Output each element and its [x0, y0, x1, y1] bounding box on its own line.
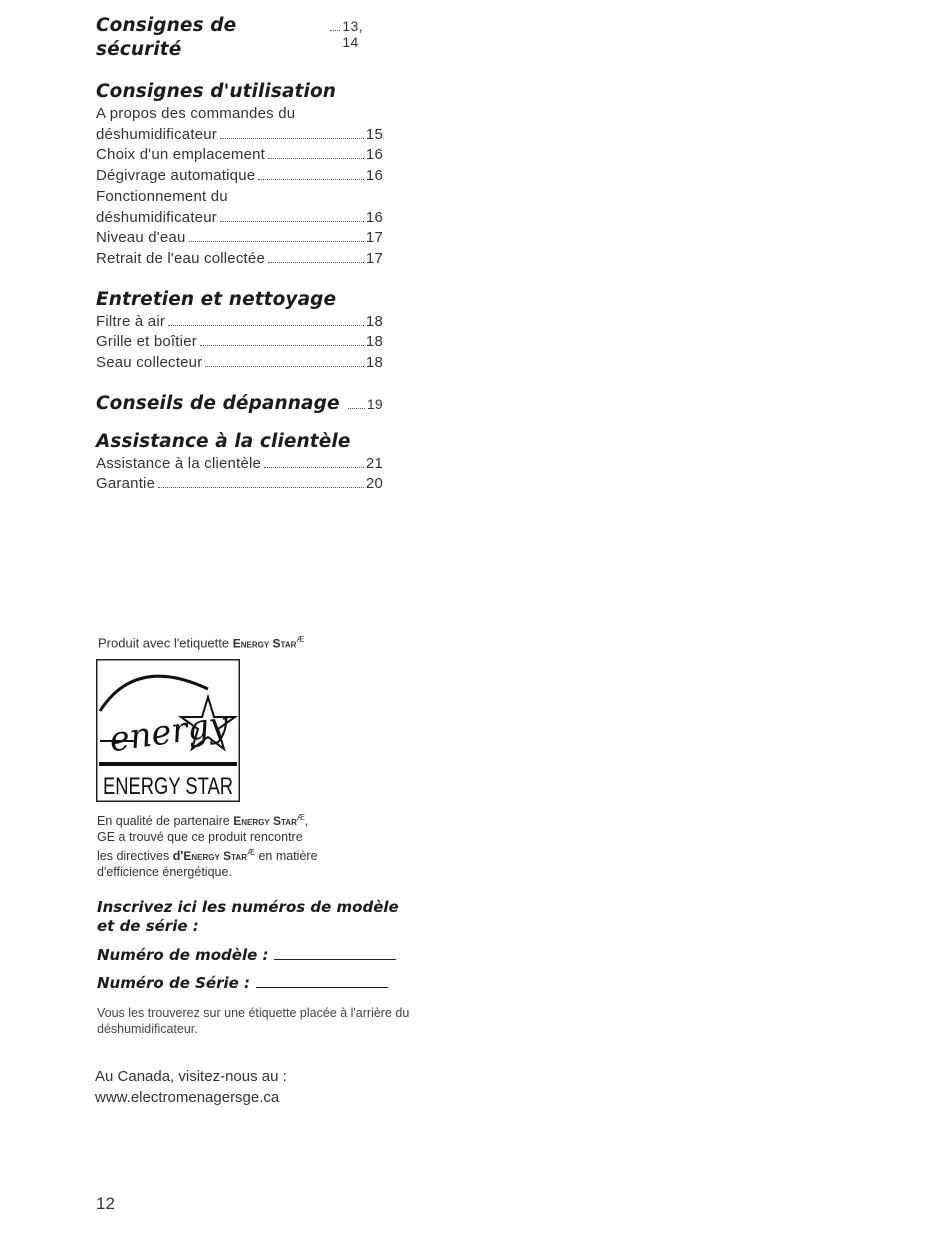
dot-leader — [268, 158, 364, 159]
toc-item-label: Niveau d'eau — [96, 229, 186, 247]
desc-text: les directives — [97, 849, 173, 864]
dot-leader — [258, 179, 364, 180]
energy-star-caption — [98, 635, 304, 650]
label-location-note: Vous les trouverez sur une étiquette placée à l'arrière du déshumidificateur. — [97, 1006, 410, 1036]
page-ref: 19 — [366, 395, 383, 412]
toc-section-operating — [96, 80, 383, 270]
energy-star-description — [97, 810, 397, 880]
serial-number-blank — [256, 986, 388, 988]
section-title-care: Entretien et nettoyage — [96, 288, 337, 310]
toc-entry-troubleshooting[interactable] — [96, 392, 383, 416]
desc-text: GE a trouvé que ce produit rencontre — [97, 830, 303, 845]
page-ref: 18 — [365, 354, 383, 372]
page-ref: 16 — [365, 167, 383, 185]
page-ref: 21 — [365, 454, 383, 472]
dot-leader — [268, 262, 364, 263]
section-title-safety: Consignes de sécurité — [96, 15, 237, 60]
energy-star-logo — [96, 659, 240, 802]
toc-item[interactable] — [96, 454, 383, 475]
toc-section-support — [96, 430, 383, 495]
toc-item[interactable] — [96, 353, 383, 374]
page-ref: 16 — [365, 146, 383, 164]
registration-instruction: Inscrivez ici les numéros de modèle et de série : — [97, 898, 399, 935]
toc-item[interactable] — [96, 125, 383, 146]
page-ref: 20 — [365, 475, 383, 493]
toc-entry-safety[interactable] — [96, 14, 383, 62]
dot-leader — [168, 325, 364, 326]
model-number-blank — [274, 958, 396, 960]
page-ref: 17 — [365, 229, 383, 247]
serial-number-row — [97, 974, 388, 992]
energy-star-label: ENERGY STAR — [103, 773, 233, 800]
toc-item[interactable] — [96, 166, 383, 187]
toc-item[interactable] — [96, 228, 383, 249]
energy-star-brand: Energy Star — [183, 849, 247, 864]
toc-item[interactable] — [96, 312, 383, 333]
page-ref: 15 — [365, 125, 383, 143]
dot-leader — [189, 241, 364, 242]
toc-item[interactable] — [96, 474, 383, 495]
toc-item-label: Filtre à air — [96, 312, 166, 330]
toc-section-troubleshooting — [96, 392, 383, 416]
toc-item[interactable] — [96, 208, 383, 229]
serial-number-label: Numéro de Série : — [97, 974, 251, 992]
desc-text: d' — [172, 849, 184, 864]
section-title-troubleshooting: Conseils de dépannage — [96, 392, 340, 414]
canada-contact — [95, 1066, 287, 1108]
page-ref: 16 — [365, 208, 383, 226]
page-ref: 13, 14 — [342, 18, 363, 50]
page-ref: 18 — [365, 312, 383, 330]
caption-text: Produit avec l'etiquette — [98, 635, 233, 651]
toc-item-label-line1: A propos des commandes du — [96, 105, 296, 122]
desc-text: , — [304, 814, 309, 829]
dot-leader — [200, 345, 364, 346]
registered-mark: Æ — [246, 848, 255, 858]
toc-item-label: Grille et boîtier — [96, 333, 197, 351]
toc-item-label-line1: Fonctionnement du — [96, 187, 228, 205]
toc-item-label: déshumidificateur — [96, 125, 217, 143]
toc-item[interactable] — [96, 332, 383, 353]
toc-item-label: Assistance à la clientèle — [96, 454, 262, 472]
registered-mark: Æ — [296, 813, 305, 822]
section-title-operating: Consignes d'utilisation — [96, 81, 337, 102]
toc-item[interactable] — [96, 145, 383, 166]
desc-text: en matière — [254, 849, 318, 864]
dot-leader — [205, 366, 364, 367]
toc-item-label: Dégivrage automatique — [96, 167, 256, 185]
dot-leader — [158, 487, 364, 488]
toc-item-label: Choix d'un emplacement — [96, 146, 266, 164]
toc-item-label: Seau collecteur — [96, 354, 203, 372]
section-title-support: Assistance à la clientèle — [96, 430, 351, 452]
page-ref: 18 — [365, 333, 383, 351]
page-number: 12 — [96, 1194, 115, 1213]
toc-item-label: déshumidificateur — [96, 208, 217, 226]
toc-section-care — [96, 288, 383, 374]
toc-section-safety — [96, 14, 383, 62]
dot-leader — [220, 221, 364, 222]
dot-leader — [348, 408, 365, 409]
toc-item-label: Garantie — [96, 475, 156, 493]
website-link[interactable]: www.electromenagersge.ca — [95, 1089, 280, 1106]
canada-text: Au Canada, visitez-nous au : — [95, 1068, 287, 1085]
desc-text: En qualité de partenaire — [97, 814, 234, 829]
toc-item[interactable] — [96, 249, 383, 270]
energy-star-brand: Energy Star — [232, 636, 297, 651]
energy-star-brand: Energy Star — [233, 814, 297, 829]
page-ref: 17 — [365, 249, 383, 267]
dot-leader — [220, 138, 364, 139]
registered-mark: Æ — [296, 635, 305, 644]
toc-item-label: Retrait de l'eau collectée — [96, 249, 265, 267]
desc-text: d'efficience énergétique. — [97, 865, 232, 880]
table-of-contents — [96, 14, 383, 509]
model-number-row — [97, 946, 396, 964]
energy-script: energy — [106, 704, 231, 761]
model-number-label: Numéro de modèle : — [97, 946, 269, 964]
dot-leader — [330, 30, 340, 31]
dot-leader — [264, 467, 364, 468]
